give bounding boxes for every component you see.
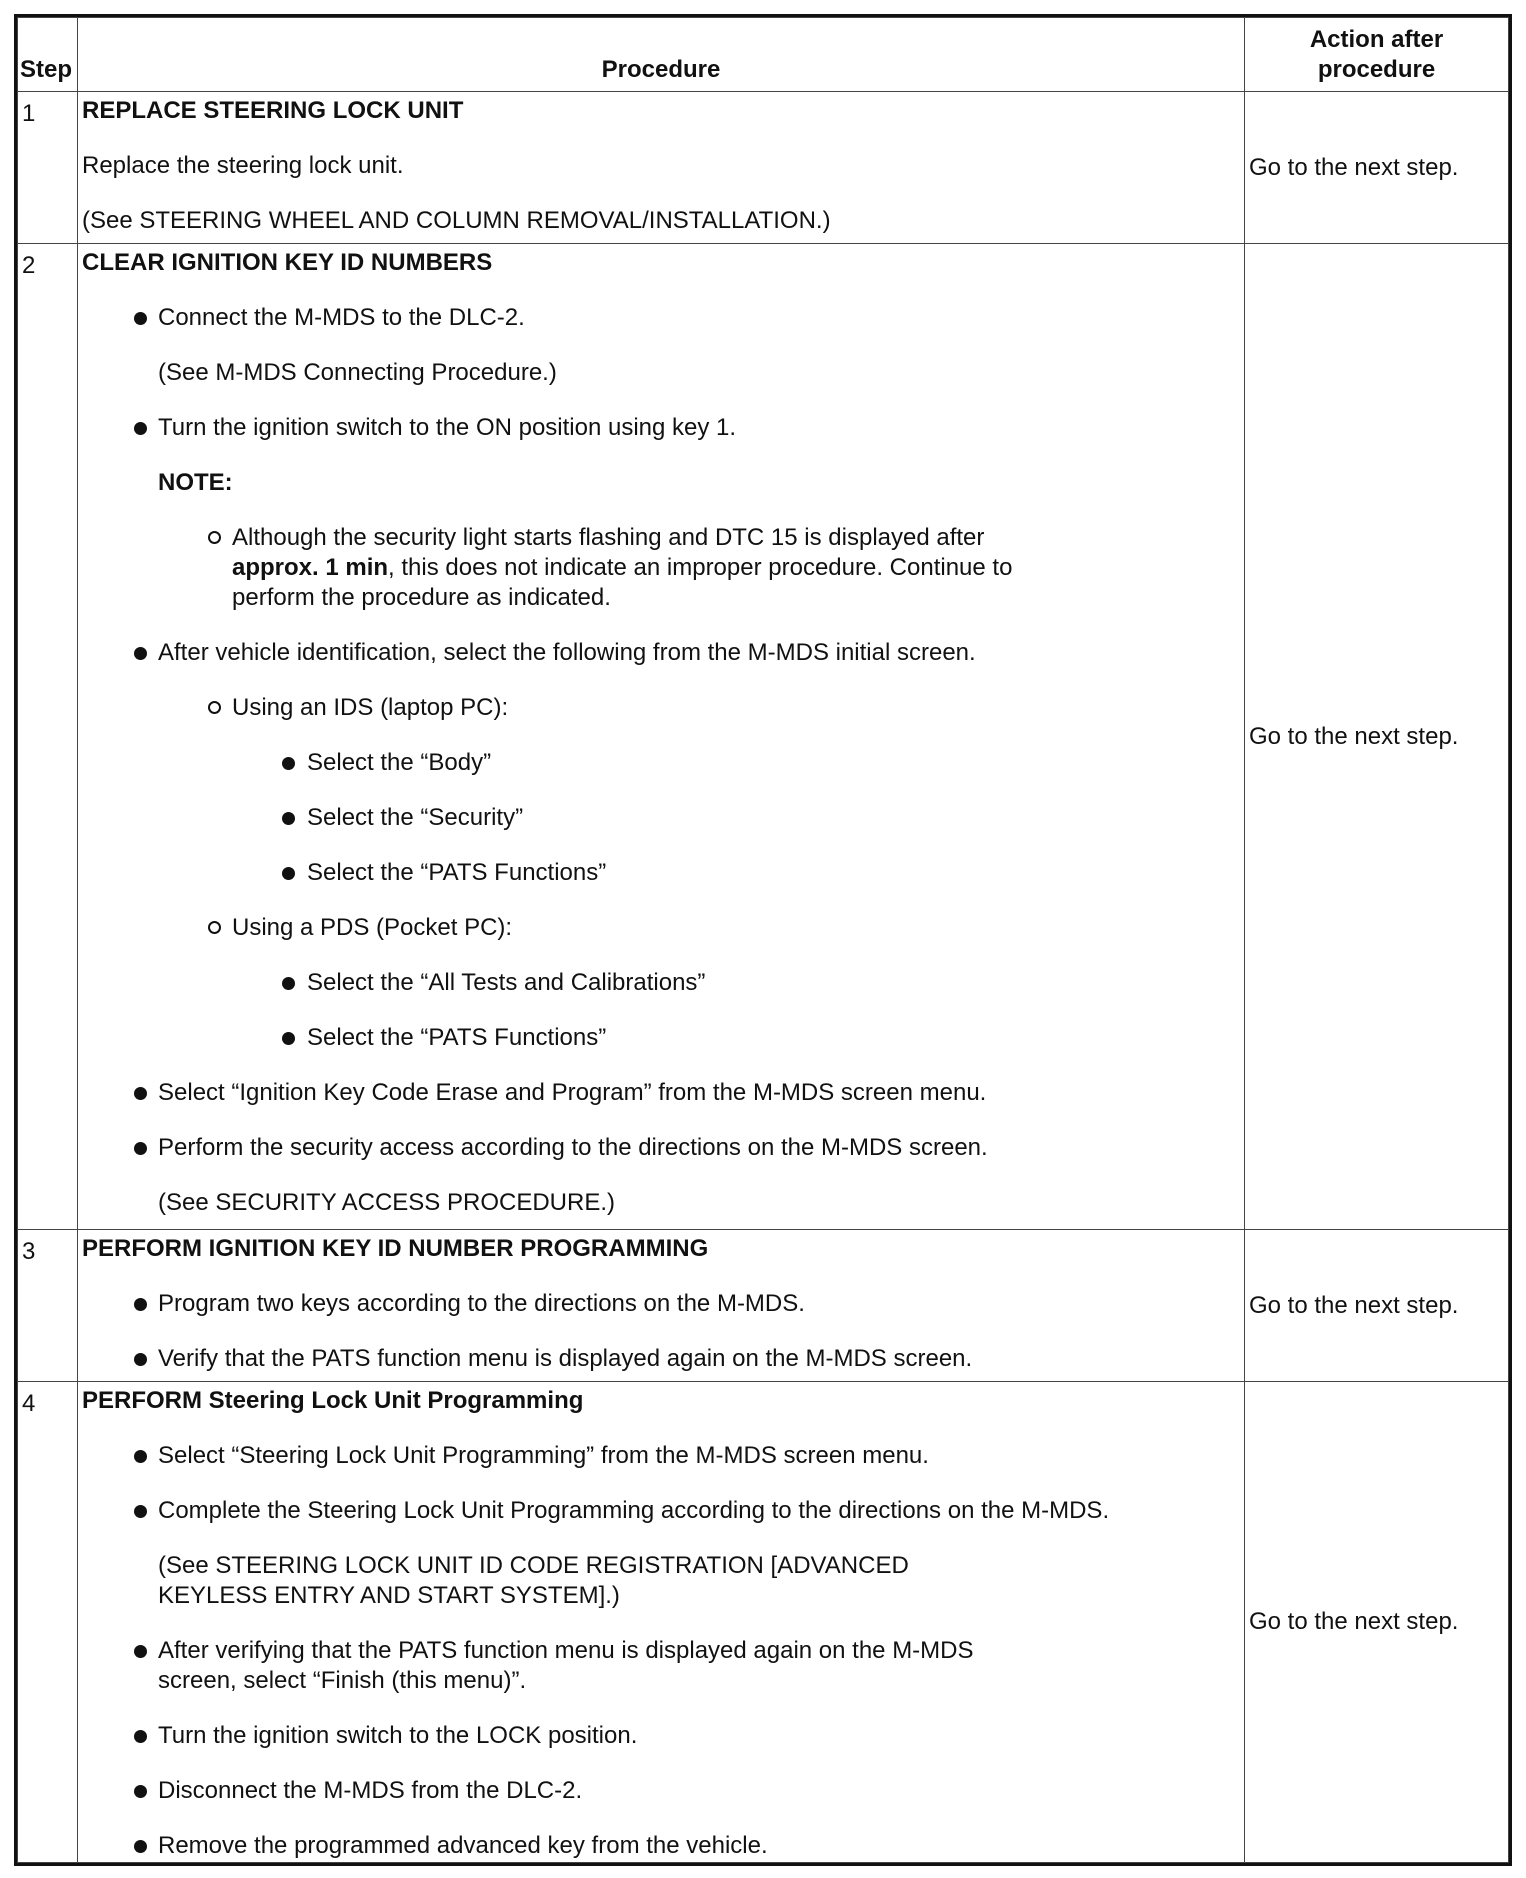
step-number: 3 xyxy=(18,1230,78,1382)
bullet-icon xyxy=(282,812,295,825)
note-label: NOTE: xyxy=(158,469,233,496)
table-row xyxy=(18,1230,1509,1382)
bullet-icon xyxy=(134,1087,147,1100)
header-action-label: Action after procedure xyxy=(1309,26,1444,83)
list-item: After vehicle identification, select the following from the M-MDS initial screen. xyxy=(82,638,1244,668)
bullet-icon xyxy=(134,1450,147,1463)
bullet-icon xyxy=(282,1032,295,1045)
action-cell: Go to the next step. xyxy=(1245,244,1509,1230)
header-procedure: Procedure xyxy=(78,18,1245,92)
bullet-icon xyxy=(134,1785,147,1798)
list-item: Select “Steering Lock Unit Programming” from the M-MDS screen menu. xyxy=(82,1441,1244,1471)
bullet-icon xyxy=(134,1142,147,1155)
bullet-icon xyxy=(134,647,147,660)
bullet-icon xyxy=(134,312,147,325)
sub-list-item: Using a PDS (Pocket PC): xyxy=(82,913,1244,943)
action-cell: Go to the next step. xyxy=(1245,1230,1509,1382)
list-item: Perform the security access according to the directions on the M-MDS screen. xyxy=(82,1133,1244,1163)
reference-text: (See M-MDS Connecting Procedure.) xyxy=(158,359,557,386)
sub-sub-list-item: Select the “All Tests and Calibrations” xyxy=(82,968,1244,998)
bullet-icon xyxy=(282,757,295,770)
step-number: 2 xyxy=(18,244,78,1230)
circle-bullet-icon xyxy=(208,531,221,544)
reference-text: (See STEERING LOCK UNIT ID CODE REGISTRATION [ADVANCED KEYLESS ENTRY AND START SYSTEM].) xyxy=(158,1552,909,1609)
sub-list-item: Using an IDS (laptop PC): xyxy=(82,693,1244,723)
sub-sub-list-item: Select the “PATS Functions” xyxy=(82,858,1244,888)
procedure-table xyxy=(17,17,1509,1863)
bullet-icon xyxy=(282,977,295,990)
step-number: 1 xyxy=(18,92,78,244)
note-item: Although the security light starts flashing and DTC 15 is displayed after approx. 1 min, this does not indicate an improper procedure. Continue to perform the procedure as indicated. xyxy=(82,523,1052,613)
step-title: PERFORM IGNITION KEY ID NUMBER PROGRAMMING xyxy=(82,1235,709,1262)
sub-sub-list-item: Select the “Body” xyxy=(82,748,1244,778)
action-cell: Go to the next step. xyxy=(1245,92,1509,244)
table-row xyxy=(18,92,1509,244)
list-item: Verify that the PATS function menu is displayed again on the M-MDS screen. xyxy=(82,1344,1244,1374)
procedure-cell xyxy=(78,1382,1245,1863)
step-title: CLEAR IGNITION KEY ID NUMBERS xyxy=(82,249,493,276)
procedure-table-sheet xyxy=(14,14,1512,1866)
bullet-icon xyxy=(282,867,295,880)
bullet-icon xyxy=(134,422,147,435)
bullet-icon xyxy=(134,1505,147,1518)
procedure-cell xyxy=(78,244,1245,1230)
list-item: Program two keys according to the directions on the M-MDS. xyxy=(82,1289,1244,1319)
header-action xyxy=(1245,18,1509,92)
list-item: Remove the programmed advanced key from the vehicle. xyxy=(82,1831,1244,1861)
bullet-icon xyxy=(134,1298,147,1311)
header-step: Step xyxy=(18,18,78,92)
procedure-cell xyxy=(78,1230,1245,1382)
circle-bullet-icon xyxy=(208,701,221,714)
table-header-row xyxy=(18,18,1509,92)
bullet-icon xyxy=(134,1353,147,1366)
reference-text: (See SECURITY ACCESS PROCEDURE.) xyxy=(158,1189,615,1216)
list-item: Select “Ignition Key Code Erase and Program” from the M-MDS screen menu. xyxy=(82,1078,1244,1108)
bullet-icon xyxy=(134,1730,147,1743)
step-title: REPLACE STEERING LOCK UNIT xyxy=(82,97,464,124)
reference-text: (See STEERING WHEEL AND COLUMN REMOVAL/INSTALLATION.) xyxy=(82,207,831,234)
step-number: 4 xyxy=(18,1382,78,1863)
table-row xyxy=(18,244,1509,1230)
table-row xyxy=(18,1382,1509,1863)
list-item: Turn the ignition switch to the LOCK position. xyxy=(82,1721,1244,1751)
sub-sub-list-item: Select the “PATS Functions” xyxy=(82,1023,1244,1053)
circle-bullet-icon xyxy=(208,921,221,934)
step-title: PERFORM Steering Lock Unit Programming xyxy=(82,1387,584,1414)
bullet-icon xyxy=(134,1645,147,1658)
action-cell: Go to the next step. xyxy=(1245,1382,1509,1863)
list-item: After verifying that the PATS function menu is displayed again on the M-MDS screen, select “Finish (this menu)”. xyxy=(82,1636,988,1696)
sub-sub-list-item: Select the “Security” xyxy=(82,803,1244,833)
procedure-text: Replace the steering lock unit. xyxy=(82,152,404,179)
bullet-icon xyxy=(134,1840,147,1853)
list-item: Complete the Steering Lock Unit Programming according to the directions on the M-MDS. xyxy=(82,1496,1244,1526)
list-item: Disconnect the M-MDS from the DLC-2. xyxy=(82,1776,1244,1806)
list-item: Connect the M-MDS to the DLC-2. xyxy=(82,303,1244,333)
procedure-cell xyxy=(78,92,1245,244)
list-item: Turn the ignition switch to the ON position using key 1. xyxy=(82,413,1244,443)
